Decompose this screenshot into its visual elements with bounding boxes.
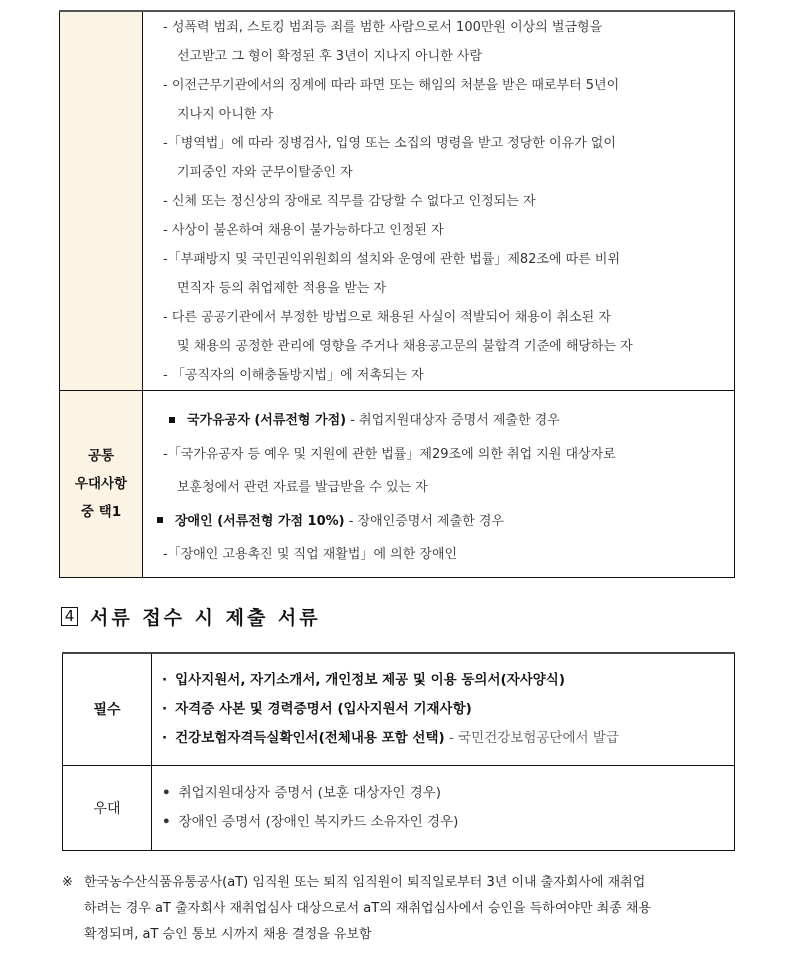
preference-header-line: 공통 — [87, 448, 115, 464]
preferred-item — [162, 808, 728, 837]
preference-item-title: 장애인 (서류전형 가점 10%) — [175, 513, 345, 529]
list-item-continuation: 기피중인 자와 군무이탈중인 자 — [177, 165, 353, 180]
disqualification-header-cell — [60, 11, 143, 391]
preference-item-veterans — [163, 404, 726, 438]
required-item-label: 자격증 사본 및 경력증명서 (입사지원서 기재사항) — [175, 700, 472, 717]
list-item-continuation: 선고받고 그 형이 확정된 후 3년이 지나지 아니한 사람 — [177, 49, 483, 64]
square-bullet-icon — [169, 417, 175, 423]
preference-item-desc: - 취업지원대상자 증명서 제출한 경우 — [346, 413, 560, 428]
bullet-icon: · — [162, 700, 168, 717]
bullet-icon: · — [162, 729, 168, 746]
list-item: - 사상이 불온하여 채용이 불가능하다고 인정된 자 — [163, 223, 444, 238]
reference-mark-icon: ※ — [62, 875, 73, 890]
bullet-icon: · — [162, 671, 168, 688]
footnote-line: 확정되며, aT 승인 통보 시까지 채용 결정을 유보함 — [84, 927, 372, 942]
preference-header-cell — [60, 391, 143, 578]
required-row — [63, 653, 735, 765]
list-item-continuation: 보훈청에서 관련 자료를 발급받을 수 있는 자 — [177, 480, 428, 495]
footnote-line — [62, 870, 752, 896]
preferred-item — [162, 779, 728, 808]
eligibility-table — [59, 10, 735, 578]
list-item: -「장애인 고용촉진 및 직업 재활법」에 의한 장애인 — [163, 547, 458, 562]
disqualification-row — [60, 11, 735, 391]
footnote-line: 하려는 경우 aT 출자회사 재취업심사 대상으로서 aT의 재취업심사에서 승인을 득하여야만 최종 채용 — [84, 901, 652, 916]
documents-table — [62, 652, 735, 851]
preference-header-line: 우대사항 — [74, 476, 128, 492]
list-item: -「국가유공자 등 예우 및 지원에 관한 법률」제29조에 의한 취업 지원 대상자로 — [163, 446, 616, 462]
bullet-icon: • — [162, 813, 171, 830]
footnote-text: 한국농수산식품유통공사(aT) 임직원 또는 퇴직 임직원이 퇴직일로부터 3년 이내 출자회사에 재취업 — [84, 875, 646, 890]
preference-item-disabled — [163, 505, 726, 539]
list-item: - 신체 또는 정신상의 장애로 직무를 감당할 수 없다고 인정되는 자 — [163, 194, 536, 209]
preference-item-title: 국가유공자 (서류전형 가점) — [187, 413, 347, 428]
preference-list — [143, 391, 735, 578]
bullet-icon: • — [162, 784, 171, 801]
preferred-item-label: 취업지원대상자 증명서 (보훈 대상자인 경우) — [178, 784, 442, 801]
list-item-continuation: 및 채용의 공정한 관리에 영향을 주거나 채용공고문의 불합격 기준에 해당하는 자 — [177, 339, 633, 354]
required-list — [152, 653, 735, 765]
required-item-label: 건강보험자격득실확인서(전체내용 포함 선택) — [175, 729, 445, 746]
list-item: - 성폭력 범죄, 스토킹 범죄등 죄를 범한 사람으로서 100만원 이상의 벌금형을 — [163, 20, 603, 35]
preferred-header: 우대 — [63, 765, 152, 850]
required-item-label: 입사지원서, 자기소개서, 개인정보 제공 및 이용 동의서(자사양식) — [175, 671, 566, 688]
required-item-note: - 국민건강보험공단에서 발급 — [444, 729, 619, 746]
boxed-number-icon: 4 — [61, 607, 78, 626]
list-item-continuation: 면직자 등의 취업제한 적용을 받는 자 — [177, 281, 387, 296]
list-item-continuation: 지나지 아니한 자 — [177, 107, 274, 122]
preference-header-line: 중 택1 — [80, 504, 122, 520]
required-item — [162, 695, 728, 724]
required-header: 필수 — [63, 653, 152, 765]
preferred-list — [152, 765, 735, 850]
list-item: -「부패방지 및 국민권익위원회의 설치와 운영에 관한 법률」제82조에 따른 비위 — [163, 252, 621, 267]
list-item: - 「공직자의 이해충돌방지법」에 저촉되는 자 — [163, 368, 424, 383]
list-item: - 다른 공공기관에서 부정한 방법으로 채용된 사실이 적발되어 채용이 취소된 자 — [163, 310, 611, 325]
list-item: -「병역법」에 따라 징병검사, 입영 또는 소집의 명령을 받고 정당한 이유가 없이 — [163, 136, 616, 151]
list-item: - 이전근무기관에서의 징계에 따라 파면 또는 해임의 처분을 받은 때로부터 5년이 — [163, 78, 620, 93]
section-heading — [61, 603, 321, 630]
square-bullet-icon — [157, 517, 163, 523]
required-item — [162, 724, 728, 753]
section-title: 서류 접수 시 제출 서류 — [90, 607, 321, 629]
footnote — [62, 870, 752, 948]
preference-item-desc: - 장애인증명서 제출한 경우 — [344, 513, 504, 529]
preference-row — [60, 391, 735, 578]
preferred-item-label: 장애인 증명서 (장애인 복지카드 소유자인 경우) — [178, 813, 459, 830]
preferred-row — [63, 765, 735, 850]
required-item — [162, 666, 728, 695]
disqualification-list — [143, 11, 735, 391]
